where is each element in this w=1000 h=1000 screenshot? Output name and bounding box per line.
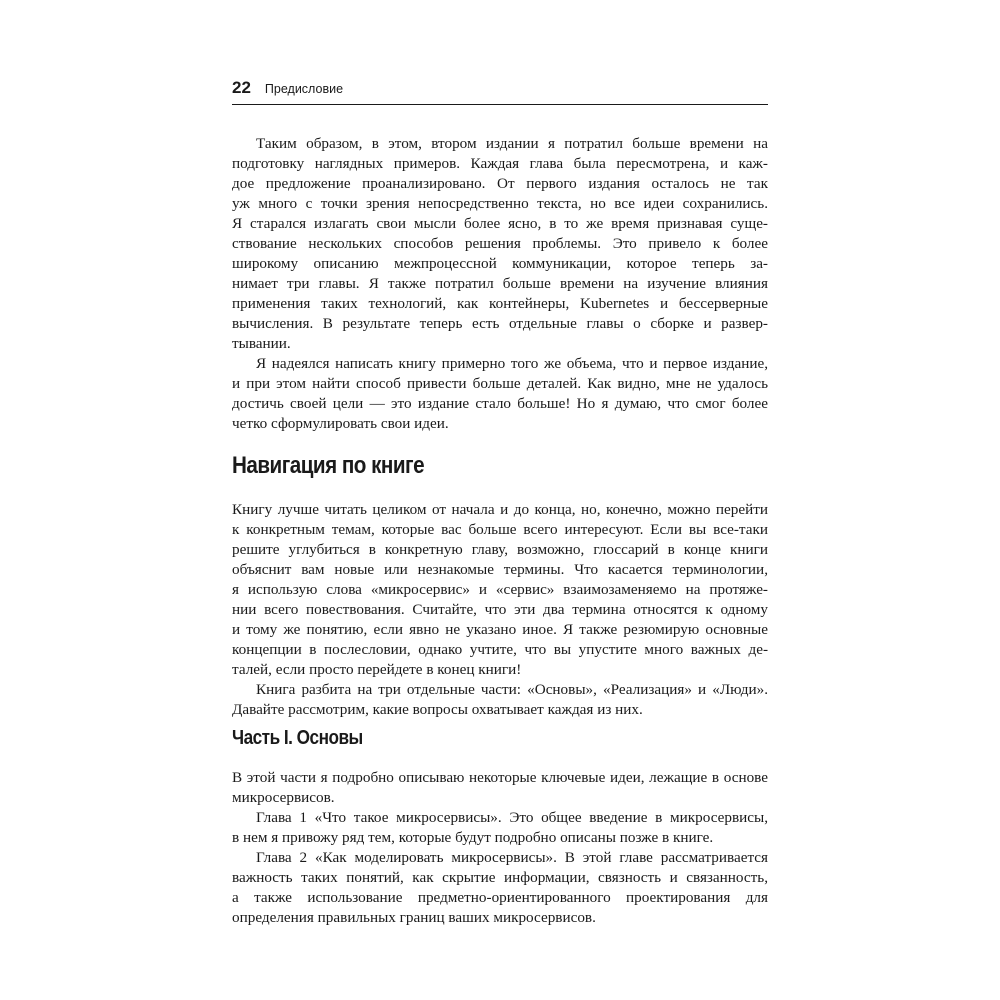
text-line: концепции в послесловии, однако учтите, что вы упустите много важных де- — [232, 641, 768, 658]
text-line: применения таких технологий, как контейнеры, Kubernetes и бессерверные — [232, 295, 768, 312]
text-line: широкому описанию межпроцессной коммуникации, которое теперь за- — [232, 255, 768, 272]
text-line: Таким образом, в этом, втором издании я потратил больше времени на — [256, 135, 768, 152]
subsection-heading: Часть I. Основы — [232, 727, 363, 749]
text-line: и тому же понятию, если явно не указано иное. Я также резюмирую основные — [232, 621, 768, 638]
text-line: тывании. — [232, 335, 291, 352]
text-line: достичь своей цели — это издание стало больше! Но я думаю, что смог более — [232, 395, 768, 412]
text-line: Я старался излагать свои мысли более ясно, в то же время признавая суще- — [232, 215, 768, 232]
text-line: в нем я привожу ряд тем, которые будут подробно описаны позже в книге. — [232, 829, 714, 846]
text-line: нии всего повествования. Считайте, что эти два термина относятся к одному — [232, 601, 768, 618]
text-line: нимает три главы. Я также потратил больше времени на изучение влияния — [232, 275, 768, 292]
running-header — [232, 78, 768, 104]
text-line: к конкретным темам, которые вас больше всего интересуют. Если вы все-таки — [232, 521, 768, 538]
text-line: вычисления. В результате теперь есть отдельные главы о сборке и развер- — [232, 315, 768, 332]
text-line: решите углубиться в конкретную главу, возможно, глоссарий в конце книги — [232, 541, 768, 558]
text-line: Глава 1 «Что такое микросервисы». Это общее введение в микросервисы, — [256, 809, 768, 826]
text-line: ствование нескольких способов решения проблемы. Это привело к более — [232, 235, 768, 252]
text-line: а также использование предметно-ориентированного проектирования для — [232, 889, 768, 906]
text-line: я использую слова «микросервис» и «сервис» взаимозаменяемо на протяже- — [232, 581, 768, 598]
text-line: Давайте рассмотрим, какие вопросы охватывает каждая из них. — [232, 701, 643, 718]
text-line: дое предложение проанализировано. От первого издания осталось не так — [232, 175, 768, 192]
text-line: талей, если просто перейдете в конец книги! — [232, 661, 522, 678]
header-rule — [232, 104, 768, 105]
text-line: Я надеялся написать книгу примерно того же объема, что и первое издание, — [256, 355, 768, 372]
running-chapter-title: Предисловие — [264, 82, 344, 96]
text-line: Глава 2 «Как моделировать микросервисы». В этой главе рассматривается — [256, 849, 768, 866]
text-line: важность таких понятий, как скрытие информации, связность и связанность, — [232, 869, 768, 886]
section-heading: Навигация по книге — [232, 452, 425, 479]
text-line: подготовку наглядных примеров. Каждая глава была пересмотрена, и каж- — [232, 155, 768, 172]
page-number: 22 — [232, 78, 251, 97]
text-line: В этой части я подробно описываю некоторые ключевые идеи, лежащие в основе — [232, 769, 768, 786]
text-line: микросервисов. — [232, 789, 335, 806]
text-line: и при этом найти способ привести больше деталей. Как видно, мне не удалось — [232, 375, 768, 392]
text-line: четко сформулировать свои идеи. — [232, 415, 449, 432]
text-line: Книгу лучше читать целиком от начала и до конца, но, конечно, можно перейти — [232, 501, 768, 518]
text-line: уж много с точки зрения непосредственно текста, но все идеи сохранились. — [232, 195, 768, 212]
text-line: определения правильных границ ваших микросервисов. — [232, 909, 596, 926]
text-line: объяснит вам новые или незнакомые термины. Что касается терминологии, — [232, 561, 768, 578]
text-line: Книга разбита на три отдельные части: «Основы», «Реализация» и «Люди». — [256, 681, 768, 698]
